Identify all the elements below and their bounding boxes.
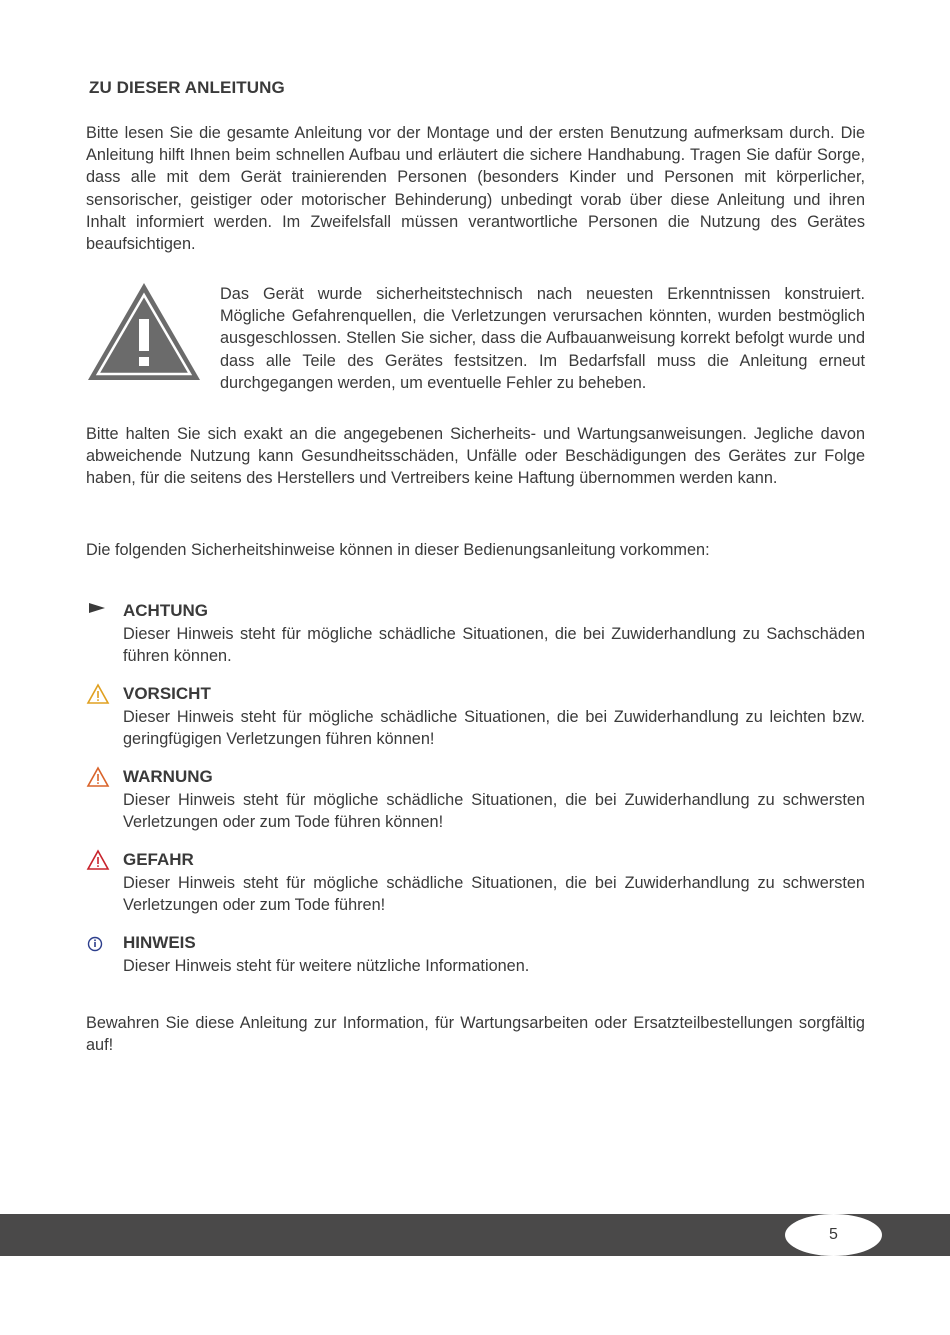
notice-title: ACHTUNG — [123, 601, 208, 620]
compliance-paragraph: Bitte halten Sie sich exakt an die angegebenen Sicherheits- und Wartungsanweisungen. Jegliche davon abweichende Nutzung kann Gesundheitsschäden, Unfälle oder Beschädigungen des Gerätes zur Folge haben, für die seitens des Herstellers und Vertreibers keine Haftung übernommen werden kann. — [86, 425, 865, 488]
section-heading: ZU DIESER ANLEITUNG — [89, 78, 285, 97]
page-number-badge — [785, 1214, 882, 1256]
safety-warning-text: Das Gerät wurde sicherheitstechnisch nach neuesten Erkenntnissen konstruiert. Mögliche Gefahrenquellen, die Verletzungen verursachen könnten, wurden bestmöglich ausgeschlossen. Stellen Sie sicher, dass die Aufbauanweisung korrekt befolgt wurde und dass alle Teile des Gerätes festsitzen. Im Bedarfsfall muss die Anleitung erneut durchgegangen werden, um eventuelle Fehler zu beheben. — [220, 285, 865, 392]
notice-description: Dieser Hinweis steht für mögliche schädliche Situationen, die bei Zuwiderhandlung zu Sachschäden führen können. — [123, 625, 865, 666]
notice-title: GEFAHR — [123, 850, 194, 869]
notice-description: Dieser Hinweis steht für mögliche schädliche Situationen, die bei Zuwiderhandlung zu schwersten Verletzungen oder zum Tode führen können! — [123, 791, 865, 832]
info-icon — [86, 932, 106, 954]
caution-triangle-icon — [86, 683, 110, 705]
warning-triangle-icon — [86, 281, 202, 383]
intro-paragraph: Bitte lesen Sie die gesamte Anleitung vor der Montage und der ersten Benutzung aufmerksam durch. Die Anleitung hilft Ihnen beim schnellen Aufbau und erläutert die sichere Handhabung. Tragen Sie dafür Sorge, dass alle mit dem Gerät trainierenden Personen (besonders Kinder und Personen mit körperlicher, sensorischer, geistiger oder motorischer Behinderung) unbedingt vorab über diese Anleitung und ihren Inhalt informiert werden. Im Zweifelsfall müssen verantwortliche Personen die Nutzung des Gerätes beaufsichtigen. — [86, 124, 865, 254]
notice-title: WARNUNG — [123, 767, 213, 786]
notice-description: Dieser Hinweis steht für mögliche schädliche Situationen, die bei Zuwiderhandlung zu leichten bzw. geringfügigen Verletzungen führen können! — [123, 708, 865, 749]
page-number: 5 — [829, 1226, 838, 1243]
notice-title: HINWEIS — [123, 933, 196, 952]
notice-description: Dieser Hinweis steht für weitere nützliche Informationen. — [123, 957, 530, 975]
warning-triangle-icon — [86, 766, 110, 788]
closing-paragraph: Bewahren Sie diese Anleitung zur Information, für Wartungsarbeiten oder Ersatzteilbestellungen sorgfältig auf! — [86, 1014, 865, 1055]
notice-title: VORSICHT — [123, 684, 211, 703]
notice-list-intro: Die folgenden Sicherheitshinweise können in dieser Bedienungsanleitung vorkommen: — [86, 541, 710, 559]
danger-triangle-icon — [86, 849, 110, 871]
notice-description: Dieser Hinweis steht für mögliche schädliche Situationen, die bei Zuwiderhandlung zu schwersten Verletzungen oder zum Tode führen! — [123, 874, 865, 915]
safety-warning-block — [86, 281, 865, 391]
pointer-arrow-icon — [86, 600, 108, 622]
